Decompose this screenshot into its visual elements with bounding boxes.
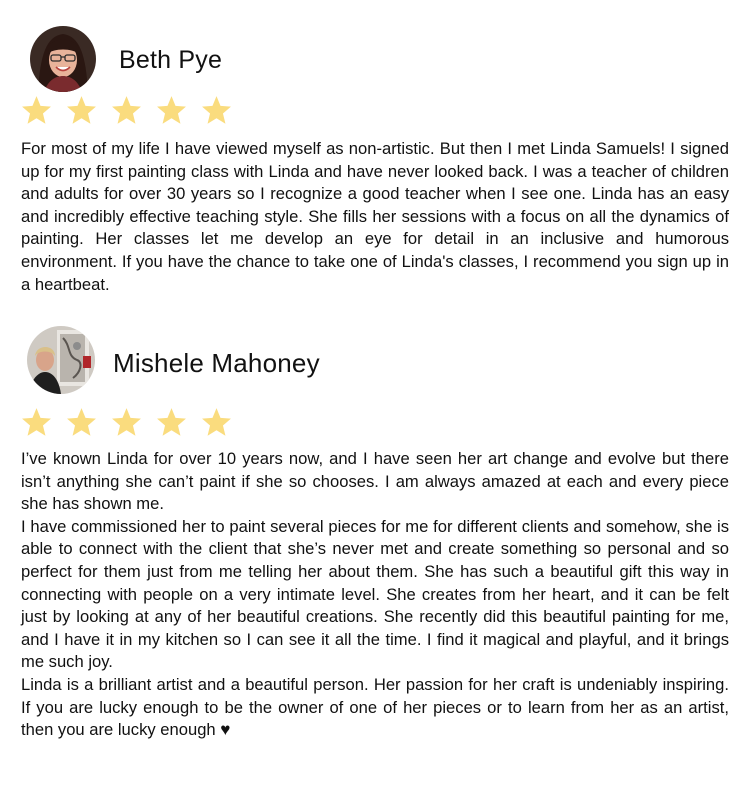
star-rating — [20, 94, 233, 127]
avatar-mishele-mahoney — [27, 326, 95, 394]
review-text — [21, 138, 729, 296]
review-paragraph: For most of my life I have viewed myself as non-artistic. But then I met Linda Samuels! I signed up for my first painting class with Linda and have never looked back. I was a teacher of children and adults for over 30 years so I recognize a good teacher when I see one. Linda has an easy and incredibly effective teaching style. She fills her sessions with a focus on all the dynamics of painting. Her classes let me develop an eye for detail in an inclusive and humorous environment. If you have the chance to take one of Linda's classes, I recommend you sign up in a heartbeat. — [21, 139, 729, 294]
star-icon — [65, 406, 98, 439]
reviewer-name: Beth Pye — [119, 46, 223, 74]
star-icon — [65, 94, 98, 127]
review-paragraph — [21, 674, 729, 742]
reviewer-name: Mishele Mahoney — [113, 348, 320, 378]
review-paragraph: I’ve known Linda for over 10 years now, and I have seen her art change and evolve but there isn’t anything she can’t paint if she so chooses. I am always amazed at each and every piece she has shown me. — [21, 449, 729, 514]
star-icon — [200, 406, 233, 439]
heart-icon: ♥ — [220, 720, 231, 740]
star-icon — [155, 94, 188, 127]
star-icon — [155, 406, 188, 439]
star-icon — [110, 94, 143, 127]
star-icon — [20, 94, 53, 127]
review-text — [21, 448, 729, 742]
star-icon — [110, 406, 143, 439]
portrait-woman-glasses-icon — [30, 26, 96, 92]
review-paragraph: I have commissioned her to paint several pieces for me for different clients and somehow, she is able to connect with the client that she’s never met and create something so personal and so perfect for them just from me telling her about them. She has such a beautiful gift this way in connecting with people on a very intimate level. She creates from her heart, and it can be felt just by looking at any of her beautiful creations. She recently did this beautiful painting for me, and I have it in my kitchen so I can see it all the time. I find it magical and playful, and it brings me such joy. — [21, 516, 729, 672]
star-icon — [200, 94, 233, 127]
review-paragraph-text: Linda is a brilliant artist and a beautiful person. Her passion for her craft is undeniably inspiring. If you are lucky enough to be the owner of one of her pieces or to learn from her as an artist, then you are lucky enough — [21, 674, 729, 740]
star-rating — [20, 406, 233, 439]
star-icon — [20, 406, 53, 439]
avatar-beth-pye — [30, 26, 96, 92]
portrait-woman-with-painting-icon — [27, 326, 95, 394]
